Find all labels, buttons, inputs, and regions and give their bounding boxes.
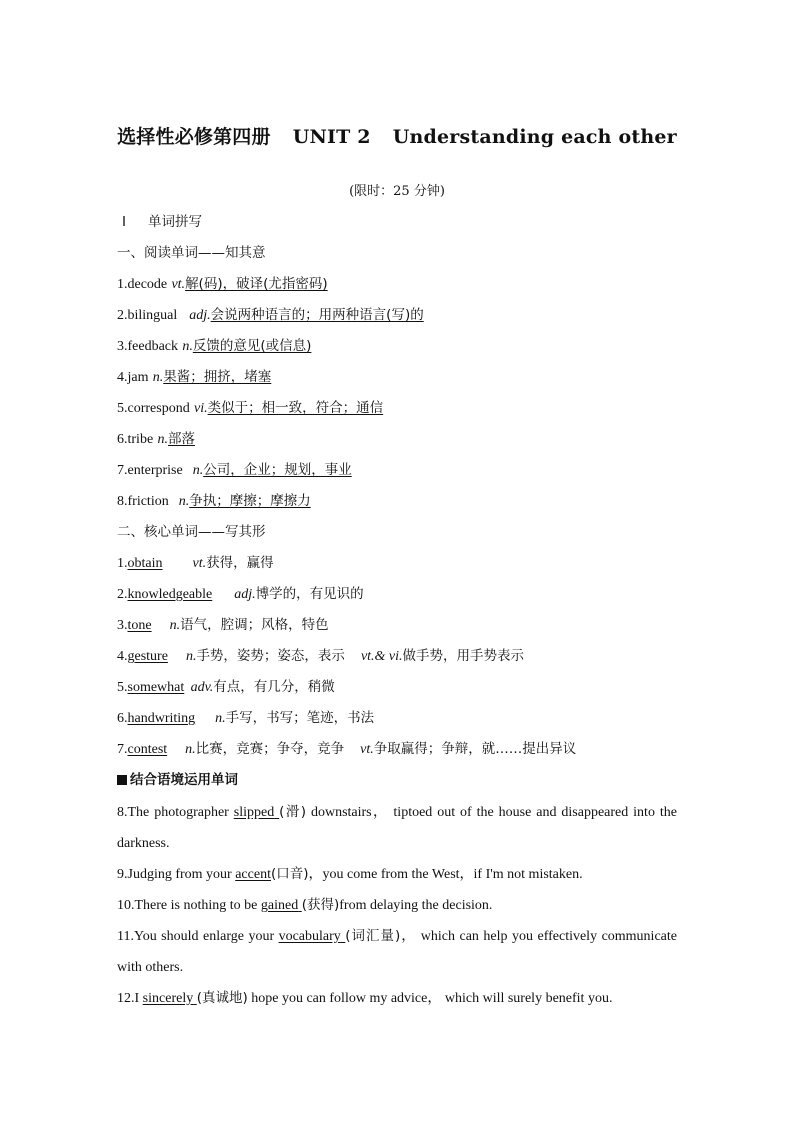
answer-text: contest	[127, 742, 168, 757]
part3-heading-text: 结合语境运用单词	[130, 772, 238, 788]
item-word: feedback	[127, 339, 179, 354]
hint-text: (获得)	[301, 897, 340, 913]
item-word: tribe	[127, 432, 154, 447]
answer-text: tone	[127, 618, 152, 633]
vocab-item	[117, 458, 352, 479]
item-meaning: 争执；摩擦；摩擦力	[189, 493, 311, 509]
answer-text: gesture	[127, 649, 168, 664]
sentence-9	[117, 859, 677, 890]
section-number: Ⅰ	[122, 214, 126, 230]
answer-blank	[128, 680, 187, 695]
part3-heading	[117, 768, 238, 788]
item-meaning: 博学的，有见识的	[255, 586, 364, 602]
answer-item	[117, 737, 576, 758]
sentence-text: from delaying the decision.	[339, 898, 493, 913]
item-number: 7.	[117, 742, 128, 757]
item-number: 8.	[117, 494, 128, 509]
vocab-item	[117, 489, 311, 510]
answer-item	[117, 551, 274, 572]
answer-text: handwriting	[127, 711, 196, 726]
item-word: decode	[127, 277, 168, 292]
item-meaning: 有点，有几分，稍微	[213, 679, 335, 695]
item-meaning: 获得，赢得	[206, 555, 274, 571]
sentence-text: 9.Judging from your	[117, 867, 236, 882]
item-pos: n.	[192, 463, 204, 478]
answer-blank	[128, 742, 172, 757]
item-word: enterprise	[127, 463, 183, 478]
vocab-item	[117, 303, 424, 324]
item-pos: adv.	[190, 680, 214, 695]
hint-text: (滑)	[279, 804, 307, 820]
item-meaning: 果酱；拥挤，堵塞	[163, 369, 272, 385]
item-number: 6.	[117, 711, 128, 726]
sentence-11	[117, 921, 677, 983]
answer-blank	[143, 991, 197, 1006]
time-limit: (限时：25 分钟)	[349, 184, 445, 199]
square-bullet-icon	[117, 775, 127, 785]
item-meaning: 反馈的意见(或信息)	[192, 338, 312, 354]
title-unit: UNIT 2	[292, 126, 371, 148]
item-number: 5.	[117, 680, 128, 695]
item-meaning: 语气，腔调；风格，特色	[180, 617, 329, 633]
item-meaning: 会说两种语言的；用两种语言(写)的	[210, 307, 424, 323]
item-pos: vt.	[360, 742, 374, 757]
answer-text: somewhat	[127, 680, 185, 695]
item-meaning: 手写，书写；笔迹，书法	[225, 710, 375, 726]
item-pos: adj.	[189, 308, 211, 323]
item-number: 1.	[117, 277, 128, 292]
item-number: 4.	[117, 370, 128, 385]
vocab-item	[117, 272, 328, 293]
item-pos: n.	[182, 339, 193, 354]
item-pos: adj.	[234, 587, 256, 602]
answer-blank	[279, 929, 346, 944]
answer-text: slipped	[233, 805, 275, 820]
item-pos: n.	[178, 494, 190, 509]
item-pos: n.	[152, 370, 164, 385]
item-word: friction	[127, 494, 169, 509]
sentence-text: 10.There is nothing to be	[117, 898, 261, 913]
answer-blank	[128, 587, 219, 602]
item-number: 3.	[117, 339, 128, 354]
answer-blank	[128, 556, 177, 571]
item-pos: n.	[169, 618, 181, 633]
answer-blank	[128, 618, 156, 633]
answer-text: obtain	[127, 556, 163, 571]
answer-item	[117, 644, 524, 665]
item-meaning: 公司，企业；规划，事业	[203, 462, 352, 478]
item-meaning: 手势，姿势；姿态，表示	[196, 648, 345, 664]
answer-text: vocabulary	[278, 929, 341, 944]
sentence-8	[117, 797, 677, 859]
vocab-item	[117, 365, 271, 386]
vocab-item	[117, 396, 383, 417]
sentence-text: downstairs， tiptoed out of the house and disappeared into the darkness.	[117, 805, 677, 851]
item-number: 7.	[117, 463, 128, 478]
answer-text: accent	[235, 867, 271, 882]
item-meaning: 类似于；相一致，符合；通信	[207, 400, 384, 416]
item-pos: vi.	[194, 401, 208, 416]
hint-text: (真诚地)	[196, 990, 248, 1006]
sentence-12	[117, 983, 677, 1014]
answer-item	[117, 613, 329, 634]
section-name: 单词拼写	[147, 214, 202, 230]
section-heading	[117, 210, 202, 230]
vocab-item	[117, 427, 195, 448]
answer-blank	[128, 649, 172, 664]
item-meaning: 争取赢得；争辩，就……提出异议	[373, 741, 577, 757]
answer-text: gained	[260, 898, 299, 913]
item-pos: n.	[215, 711, 226, 726]
hint-text: (口音)	[270, 866, 309, 882]
item-pos: n.	[185, 649, 197, 664]
item-word: correspond	[127, 401, 190, 416]
item-pos: vt.	[171, 277, 186, 292]
answer-item	[117, 582, 364, 603]
item-number: 2.	[117, 587, 128, 602]
item-number: 6.	[117, 432, 128, 447]
answer-item	[117, 706, 374, 727]
item-word: jam	[127, 370, 149, 385]
sentence-text: 8.The photographer	[117, 805, 234, 820]
part2-heading: 二、核心单词——写其形	[117, 524, 266, 540]
answer-blank	[261, 898, 302, 913]
item-pos: n.	[185, 742, 196, 757]
title-book: 选择性必修第四册	[117, 126, 271, 148]
sentence-text: hope you can follow my advice， which will surely benefit you.	[247, 991, 613, 1006]
part1-heading: 一、阅读单词——知其意	[117, 245, 266, 261]
item-word: bilingual	[127, 308, 178, 323]
item-pos: n.	[157, 432, 168, 447]
page-title	[0, 122, 794, 149]
answer-blank	[128, 711, 202, 726]
sentence-text: ， which can help you effectively communicate with others.	[117, 929, 677, 975]
answer-text: sincerely	[142, 991, 194, 1006]
item-number: 5.	[117, 401, 128, 416]
title-topic: Understanding each other	[392, 126, 677, 148]
item-meaning: 解(码)，破译(尤指密码)	[185, 276, 328, 292]
sentence-10	[117, 890, 677, 921]
sentence-text: ，you come from the West，if I'm not mistaken.	[308, 867, 583, 882]
item-number: 3.	[117, 618, 128, 633]
item-number: 1.	[117, 556, 128, 571]
item-pos: vt.	[192, 556, 207, 571]
item-meaning: 比赛，竞赛；争夺，竞争	[195, 741, 345, 757]
item-meaning: 部落	[167, 431, 195, 447]
item-meaning: 做手势，用手势表示	[402, 648, 525, 664]
sentence-text: 12.I	[117, 991, 143, 1006]
answer-text: knowledgeable	[127, 587, 213, 602]
item-number: 4.	[117, 649, 128, 664]
vocab-item	[117, 334, 311, 355]
item-number: 2.	[117, 308, 128, 323]
hint-text: (词汇量)	[345, 928, 401, 944]
sentence-text: 11.You should enlarge your	[117, 929, 279, 944]
answer-item	[117, 675, 335, 696]
item-pos: vt.& vi.	[360, 649, 403, 664]
answer-blank	[234, 805, 279, 820]
